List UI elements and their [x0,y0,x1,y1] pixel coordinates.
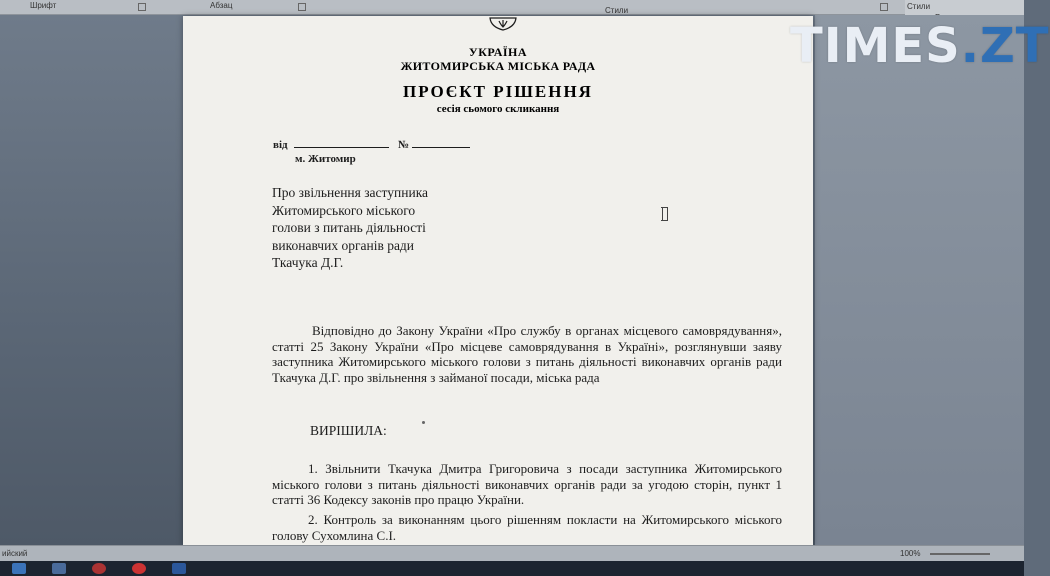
paragraph-group-label: Абзац [210,1,233,10]
decision-title [272,184,472,272]
preamble-paragraph: Відповідно до Закону України «Про службу в органах місцевого самоврядування», статті 25 Закону України «Про місцеве самоврядування в Україні», розглянувши заяву заступника Житомирського міського голови з питань діяльності виконавчих органів ради Ткачука Д.Г. про звільнення з займаної посади, міська рада [272,323,782,385]
country-heading: УКРАЇНА [468,45,528,59]
title-line: голови з питань діяльності [272,220,426,235]
stray-mark [422,421,425,424]
workspace-right-area [815,15,1024,545]
styles-button[interactable]: Стили [907,2,931,11]
start-icon[interactable] [12,563,26,574]
taskbar [0,561,1024,576]
number-blank [412,138,470,148]
document-type-heading: ПРОЄКТ РІШЕННЯ [403,82,593,101]
decision-item-1: 1. Звільнити Ткачука Дмитра Григоровича з посади заступника Житомирського міського голови з питань діяльності виконавчих органів ради за угодою сторін, пункт 1 статті 36 Кодексу законів про працю України. [272,461,782,507]
zoom-level[interactable]: 100% [900,549,921,558]
session-heading: сесія сьомого скликання [436,103,560,115]
status-bar [0,545,1024,562]
city-label: м. Житомир [295,153,356,165]
styles-group-label: Стили [605,6,629,15]
title-line: Житомирського міського [272,202,416,218]
explorer-icon[interactable] [52,563,66,574]
language-indicator[interactable]: ийский [2,549,28,558]
title-line: виконавчих органів ради [272,237,415,253]
decision-item-2: 2. Контроль за виконанням цього рішенням покласти на Житомирського міського голову Сухомлина С.І. [272,512,782,543]
watermark-main: TIMES [790,18,961,74]
word-icon[interactable] [172,563,186,574]
browser-icon[interactable] [92,563,106,574]
council-heading: ЖИТОМИРСЬКА МІСЬКА РАДА [400,59,596,73]
ribbon-bar [0,0,1024,15]
resolved-heading: ВИРІШИЛА: [310,423,387,438]
opera-icon[interactable] [132,563,146,574]
styles-dialog-launcher-icon[interactable] [880,3,888,11]
date-row [273,138,470,151]
zoom-slider[interactable] [930,553,990,555]
number-label: № [398,139,410,151]
watermark-accent: .ZT [960,18,1050,74]
text-cursor-icon [662,207,668,221]
coat-of-arms-icon [488,17,518,31]
date-blank [294,138,389,148]
font-group-label: Шрифт [30,1,57,10]
title-line: Ткачука Д.Г. [272,255,344,270]
title-line: Про звільнення заступника [272,185,429,200]
font-dialog-launcher-icon[interactable] [138,3,146,11]
times-zt-watermark [790,16,1050,76]
paragraph-dialog-launcher-icon[interactable] [298,3,306,11]
date-label: від [273,139,288,151]
